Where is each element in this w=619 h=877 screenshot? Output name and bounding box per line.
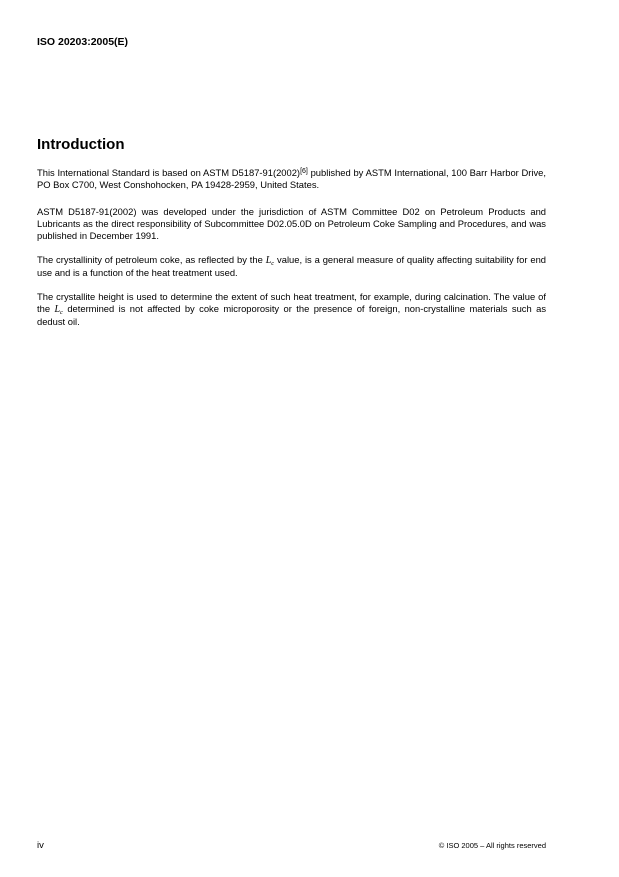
symbol-subscript: c	[271, 260, 275, 267]
paragraph-1	[37, 167, 546, 191]
symbol-letter: L	[265, 255, 272, 266]
paragraph-text: published by ASTM International, 100 Barr Harbor Drive, PO Box C700, West Conshohocken, PA 19428-2959, United States.	[37, 167, 547, 190]
paragraph-text: determined is not affected by coke microporosity or the presence of foreign, non-crystalline materials such as dedust oil.	[37, 302, 547, 327]
paragraph-2: ASTM D5187-91(2002) was developed under the jurisdiction of ASTM Committee D02 on Petroleum Products and Lubricants as the direct responsibility of Subcommittee D02.05.0D on Petroleum Coke Sampling and Procedures, and was published in December 1991.	[37, 206, 546, 241]
section-title: Introduction	[37, 136, 125, 153]
symbol-subscript: c	[60, 308, 63, 316]
copyright-notice: © ISO 2005 – All rights reserved	[438, 841, 546, 850]
symbol-letter: L	[54, 303, 61, 315]
paragraph-text: This International Standard is based on ASTM D5187-91(2002)	[37, 167, 301, 178]
paragraph-4	[37, 291, 546, 327]
paragraph-text: The crystallinity of petroleum coke, as reflected by the	[37, 254, 266, 265]
paragraph-text: The crystallite height is used to determine the extent of such heat treatment, for example, during calcination. The value of the	[37, 291, 546, 314]
page-number: iv	[37, 840, 44, 851]
reference-citation: [6]	[300, 168, 308, 175]
lc-symbol	[54, 304, 62, 315]
lc-symbol	[266, 255, 274, 266]
paragraph-text: value, is a general measure of quality affecting suitability for end use and is a function of the heat treatment used.	[37, 254, 546, 278]
document-header: ISO 20203:2005(E)	[37, 36, 129, 48]
paragraph-3	[37, 254, 546, 279]
